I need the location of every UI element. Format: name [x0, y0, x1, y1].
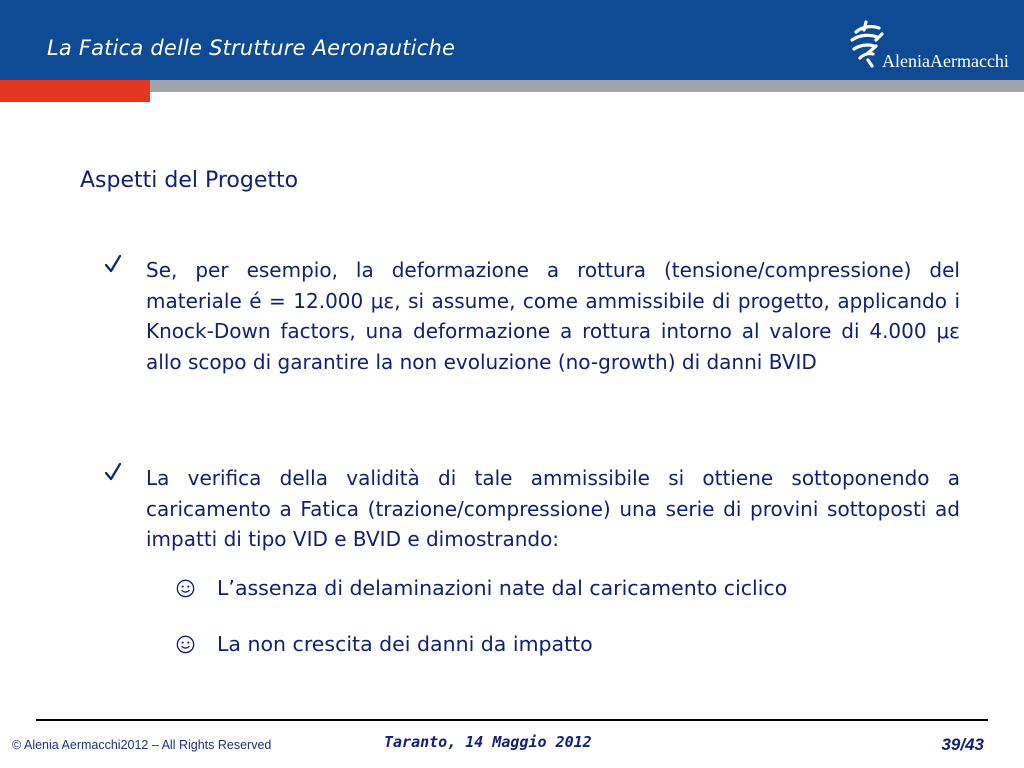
section-title: Aspetti del Progetto	[80, 168, 299, 193]
bullet-text: Se, per esempio, la deformazione a rottura (tensione/compressione) del materiale é = 12.000 με, si assume, come ammissibile di progetto, applicando i Knock-Down factors, una deformazione a rottura intorno al valore di 4.000 με allo scopo di garantire la non evoluzione (no-growth) di danni BVID	[146, 258, 960, 374]
header-red-accent	[0, 80, 150, 102]
bullet-item	[146, 255, 960, 377]
presentation-title: La Fatica delle Strutture Aeronautiche	[47, 36, 456, 60]
copyright-notice: © Alenia Aermacchi2012 – All Rights Reserved	[12, 738, 272, 752]
check-icon	[105, 463, 121, 481]
smiley-icon	[176, 579, 195, 598]
footer-divider	[36, 719, 988, 721]
sub-bullet-text: L’assenza di delaminazioni nate dal caricamento ciclico	[217, 576, 788, 600]
header-bar	[0, 0, 1024, 80]
sub-bullet-text: La non crescita dei danni da impatto	[217, 632, 593, 656]
footer-place-date: Taranto, 14 Maggio 2012	[384, 733, 592, 751]
logo-wordmark: AleniaAermacchi	[882, 51, 1009, 71]
bullet-item	[146, 463, 960, 555]
page-number: 39/43	[941, 735, 984, 754]
bullet-text: La verifica della validità di tale ammissibile si ottiene sottoponendo a caricamento a Fatica (trazione/compressione) una serie di provini sottoposti ad impatti di tipo VID e BVID e dimostrando:	[146, 466, 960, 551]
header-gray-band	[150, 80, 1024, 92]
company-logo	[846, 20, 1016, 70]
check-icon	[105, 255, 121, 273]
smiley-icon	[176, 635, 195, 654]
